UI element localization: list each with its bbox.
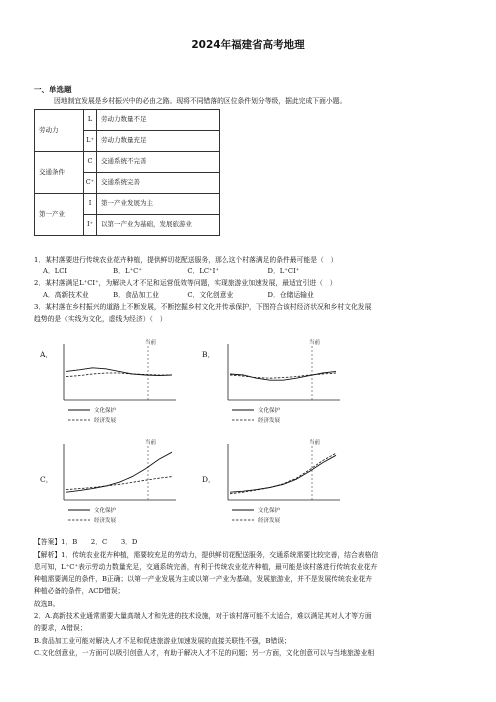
legend-culture-label: 文化保护 [258, 508, 281, 514]
question-3-cont: 趋势的是（实线为文化，虚线为经济）（ ） [34, 315, 167, 323]
option-b: B．L⁺C⁺ [113, 267, 142, 275]
answer-key: 【答案】1．B 2．C 3．D [34, 538, 138, 546]
question-1: 1．某村落要进行传统农业花卉种植，提供鲜切花配送服务，那么这个村落满足的条件最可能是（ ） [34, 256, 338, 264]
analysis-line: 种植需要满足的条件，B正确；以第一产业发展为主或以第一产业为基础，发展旅游业，并不是发展传统农业花卉 [34, 575, 373, 583]
desc-cell: 第一产业发展为主 [97, 194, 220, 215]
code-cell: C [84, 152, 97, 173]
option-d: D．L⁺CI⁺ [267, 267, 300, 275]
table-row [35, 152, 220, 173]
question-2: 2．某村落满足L⁺CI⁺，为解决人才不足和运营低效等问题，实现旅游业加速发展，最适宜引进（ ） [34, 279, 337, 287]
question-1-options [43, 267, 299, 277]
section-heading: 一、单选题 [34, 85, 72, 94]
intro-text: 因地制宜发展是乡村振兴中的必由之路。现将不同错落的区位条件划分等级，据此完成下面小题。 [54, 97, 347, 105]
chart-d [222, 438, 342, 528]
desc-cell: 劳动力数量不足 [97, 110, 220, 131]
trend-chart-svg [222, 338, 342, 428]
group-cell: 劳动力 [35, 110, 84, 152]
table-row [35, 110, 220, 131]
analysis-line: B.食品加工业可能对解决人才不足和促进旅游业加速发展的直接关联性不强，B错误； [34, 637, 291, 645]
group-cell: 第一产业 [35, 194, 84, 236]
chart-b-letter: B． [202, 350, 216, 359]
condition-table [34, 109, 220, 236]
desc-cell: 以第一产业为基础，发展旅游业 [97, 215, 220, 236]
code-cell: C⁺ [84, 173, 97, 194]
desc-cell: 交通系统不完善 [97, 152, 220, 173]
code-cell: L [84, 110, 97, 131]
analysis-line: 的要求，A错误； [34, 624, 87, 632]
legend-economy-label: 经济发展 [94, 518, 117, 524]
chart-d-letter: D． [202, 475, 216, 484]
option-d: D．仓储运输业 [267, 291, 314, 299]
culture-series-line [66, 452, 172, 492]
analysis-line: 2．A.高新技术业通常需要大量高端人才和先进的技术设施，对于该村落可能不太适合，难以满足其对人才等方面 [34, 612, 372, 620]
current-label: 当前 [145, 340, 157, 346]
option-c: C．LC⁺I⁺ [187, 267, 219, 275]
legend-economy-label: 经济发展 [94, 418, 117, 424]
analysis-line: 种植必备的条件，ACD错误； [34, 587, 125, 595]
trend-chart-svg [222, 438, 342, 528]
trend-chart-svg [58, 438, 178, 528]
analysis-line: 故选B。 [34, 600, 60, 608]
legend-economy-label: 经济发展 [258, 418, 281, 424]
legend-economy-label: 经济发展 [258, 518, 281, 524]
group-cell: 交通条件 [35, 152, 84, 194]
question-3: 3．某村落在乡村振兴的道路上不断发展，不断挖掘乡村文化并传承保护，下图符合该村经济状况和乡村文化发展 [34, 303, 372, 311]
culture-series-line [230, 455, 336, 492]
option-c: C．文化创意业 [187, 291, 234, 299]
current-label: 当前 [309, 340, 321, 346]
analysis-line: 【解析】1．传统农业花卉种植，需要较充足的劳动力，提供鲜切花配送服务，交通系统需要比较完善，结合表格信 [34, 551, 379, 559]
chart-c [58, 438, 178, 528]
page-title: 2024年福建省高考地理 [191, 39, 305, 51]
chart-a [58, 338, 178, 428]
economy-series-line [66, 373, 172, 377]
culture-series-line [66, 368, 172, 376]
question-2-options [43, 291, 314, 301]
code-cell: I [84, 194, 97, 215]
culture-series-line [230, 371, 336, 380]
legend-culture-label: 文化保护 [94, 508, 117, 514]
option-a: A．LCI [43, 267, 68, 275]
economy-series-line [230, 453, 336, 494]
legend-culture-label: 文化保护 [94, 408, 117, 414]
table-row [35, 194, 220, 215]
chart-b [222, 338, 342, 428]
analysis-line: 息可知，L⁺C⁺表示劳动力数量充足，交通系统完善，有利于传统农业花卉种植，最可能是该村落进行传统农业花卉 [34, 563, 378, 571]
desc-cell: 劳动力数量充足 [97, 131, 220, 152]
trend-chart-svg [58, 338, 178, 428]
option-b: B．食品加工业 [113, 291, 159, 299]
current-label: 当前 [145, 440, 157, 446]
code-cell: L⁺ [84, 131, 97, 152]
economy-series-line [66, 477, 172, 490]
desc-cell: 交通系统完善 [97, 173, 220, 194]
analysis-line: C.文化创意业，一方面可以吸引创意人才，有助于解决人才不足的问题；另一方面，文化创意可以与当地旅游业相 [34, 649, 375, 657]
option-a: A．高新技术业 [43, 291, 89, 299]
current-label: 当前 [309, 440, 321, 446]
code-cell: I⁺ [84, 215, 97, 236]
chart-c-letter: C． [40, 475, 54, 484]
chart-a-letter: A． [40, 350, 53, 359]
legend-culture-label: 文化保护 [258, 408, 281, 414]
